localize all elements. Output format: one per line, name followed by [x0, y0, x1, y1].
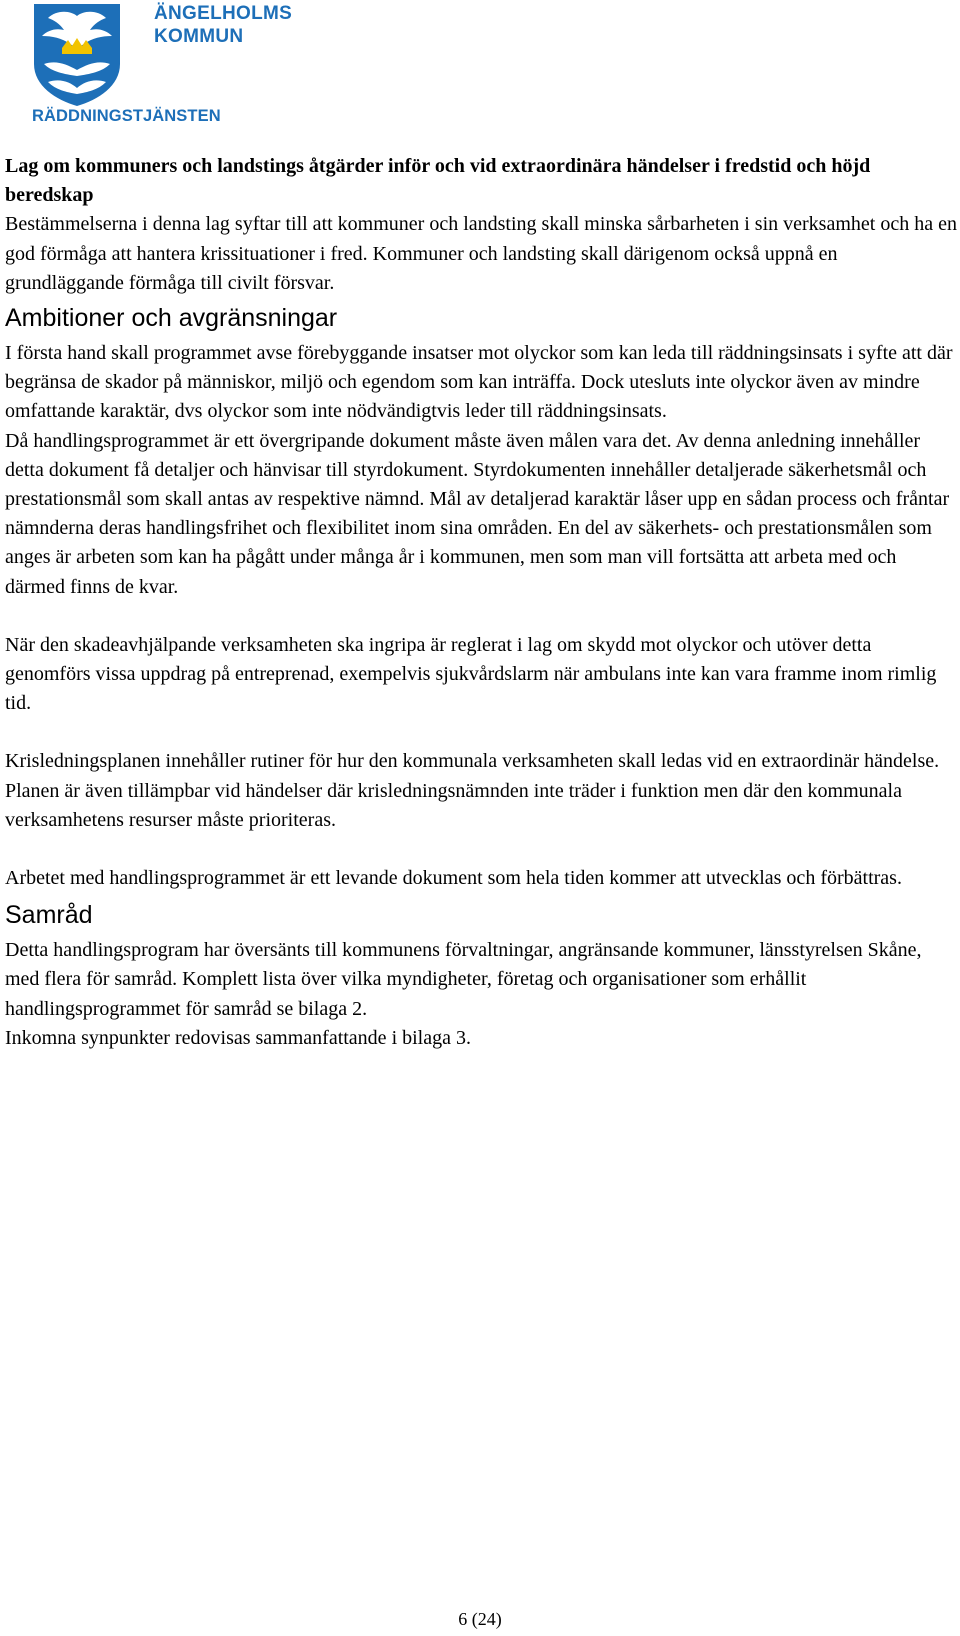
logo: [30, 0, 293, 130]
logo-org-line2: KOMMUN: [154, 26, 244, 47]
heading-ambitioner: Ambitioner och avgränsningar: [5, 304, 338, 333]
logo-org-name: [154, 2, 292, 48]
paragraph-ambitioner-4: Krisledningsplanen innehåller rutiner för hur den kommunala verksamheten skall ledas vid en extraordinär händelse. Planen är även tillämpbar vid händelser där krisledningsnämnden inte träder i funktion men där den kommunala verksamhetens resurser måste prioriteras.: [5, 750, 940, 831]
paragraph-samrad-1: Detta handlingsprogram har översänts till kommunens förvaltningar, angränsande kommuner, länsstyrelsen Skåne, med flera för samråd. Komplett lista över vilka myndigheter, företag och organisationer som erhållit handlingsprogrammet för samråd se bilaga 2.: [5, 939, 922, 1020]
paragraph-ambitioner-3: När den skadeavhjälpande verksamheten ska ingripa är reglerat i lag om skydd mot olyckor och utöver detta genomförs vissa uppdrag på entreprenad, exempelvis sjukvårdslarm när ambulans inte kan vara framme inom rimlig tid.: [5, 633, 937, 715]
heading-samrad: Samråd: [5, 901, 93, 930]
paragraph-ambitioner-2: Då handlingsprogrammet är ett övergripande dokument måste även målen vara det. Av denna anledning innehåller detta dokument få detaljer och hänvisar till styrdokument. Styrdokumenten innehåller detaljerade säkerhetsmål och prestationsmål som skall antas av respektive nämnd. Mål av detaljerad karaktär låser upp en sådan process och fråntar nämnderna deras handlingsfrihet och flexibilitet inom sina områden. En del av säkerhets- och prestationsmålen som anges är arbeten som kan ha pågått under många år i kommunen, men som man vill fortsätta att arbeta med och därmed finns de kvar.: [5, 429, 950, 598]
paragraph-lag: Bestämmelserna i denna lag syftar till att kommuner och landsting skall minska sårbarheten i sin verksamhet och ha en god förmåga att hantera krissituationer i fred. Kommuner och landsting skall därigenom också uppnå en grundläggande förmåga till civilt försvar.: [5, 213, 957, 294]
paragraph-ambitioner-5: Arbetet med handlingsprogrammet är ett levande dokument som hela tiden kommer att utvecklas och förbättras.: [5, 867, 902, 890]
section-title-lag: Lag om kommuners och landstings åtgärder inför och vid extraordinära händelser i fredstid och höjd beredskap: [5, 155, 871, 207]
paragraph-ambitioner-1: I första hand skall programmet avse förebyggande insatser mot olyckor som kan leda till räddningsinsats i syfte att där begränsa de skador på människor, miljö och egendom som kan inträffa. Dock utesluts inte olyckor även av mindre omfattande karaktär, dvs olyckor som inte nödvändigtvis leder till räddningsinsats.: [5, 342, 953, 423]
paragraph-samrad-2: Inkomna synpunkter redovisas sammanfattande i bilaga 3.: [5, 1026, 471, 1049]
document-body: [5, 152, 960, 1053]
logo-department: RÄDDNINGSTJÄNSTEN: [32, 107, 221, 125]
page-number: 6 (24): [458, 1609, 502, 1629]
logo-org-line1: ÄNGELHOLMS: [154, 3, 293, 24]
coat-of-arms-icon: [32, 2, 122, 106]
